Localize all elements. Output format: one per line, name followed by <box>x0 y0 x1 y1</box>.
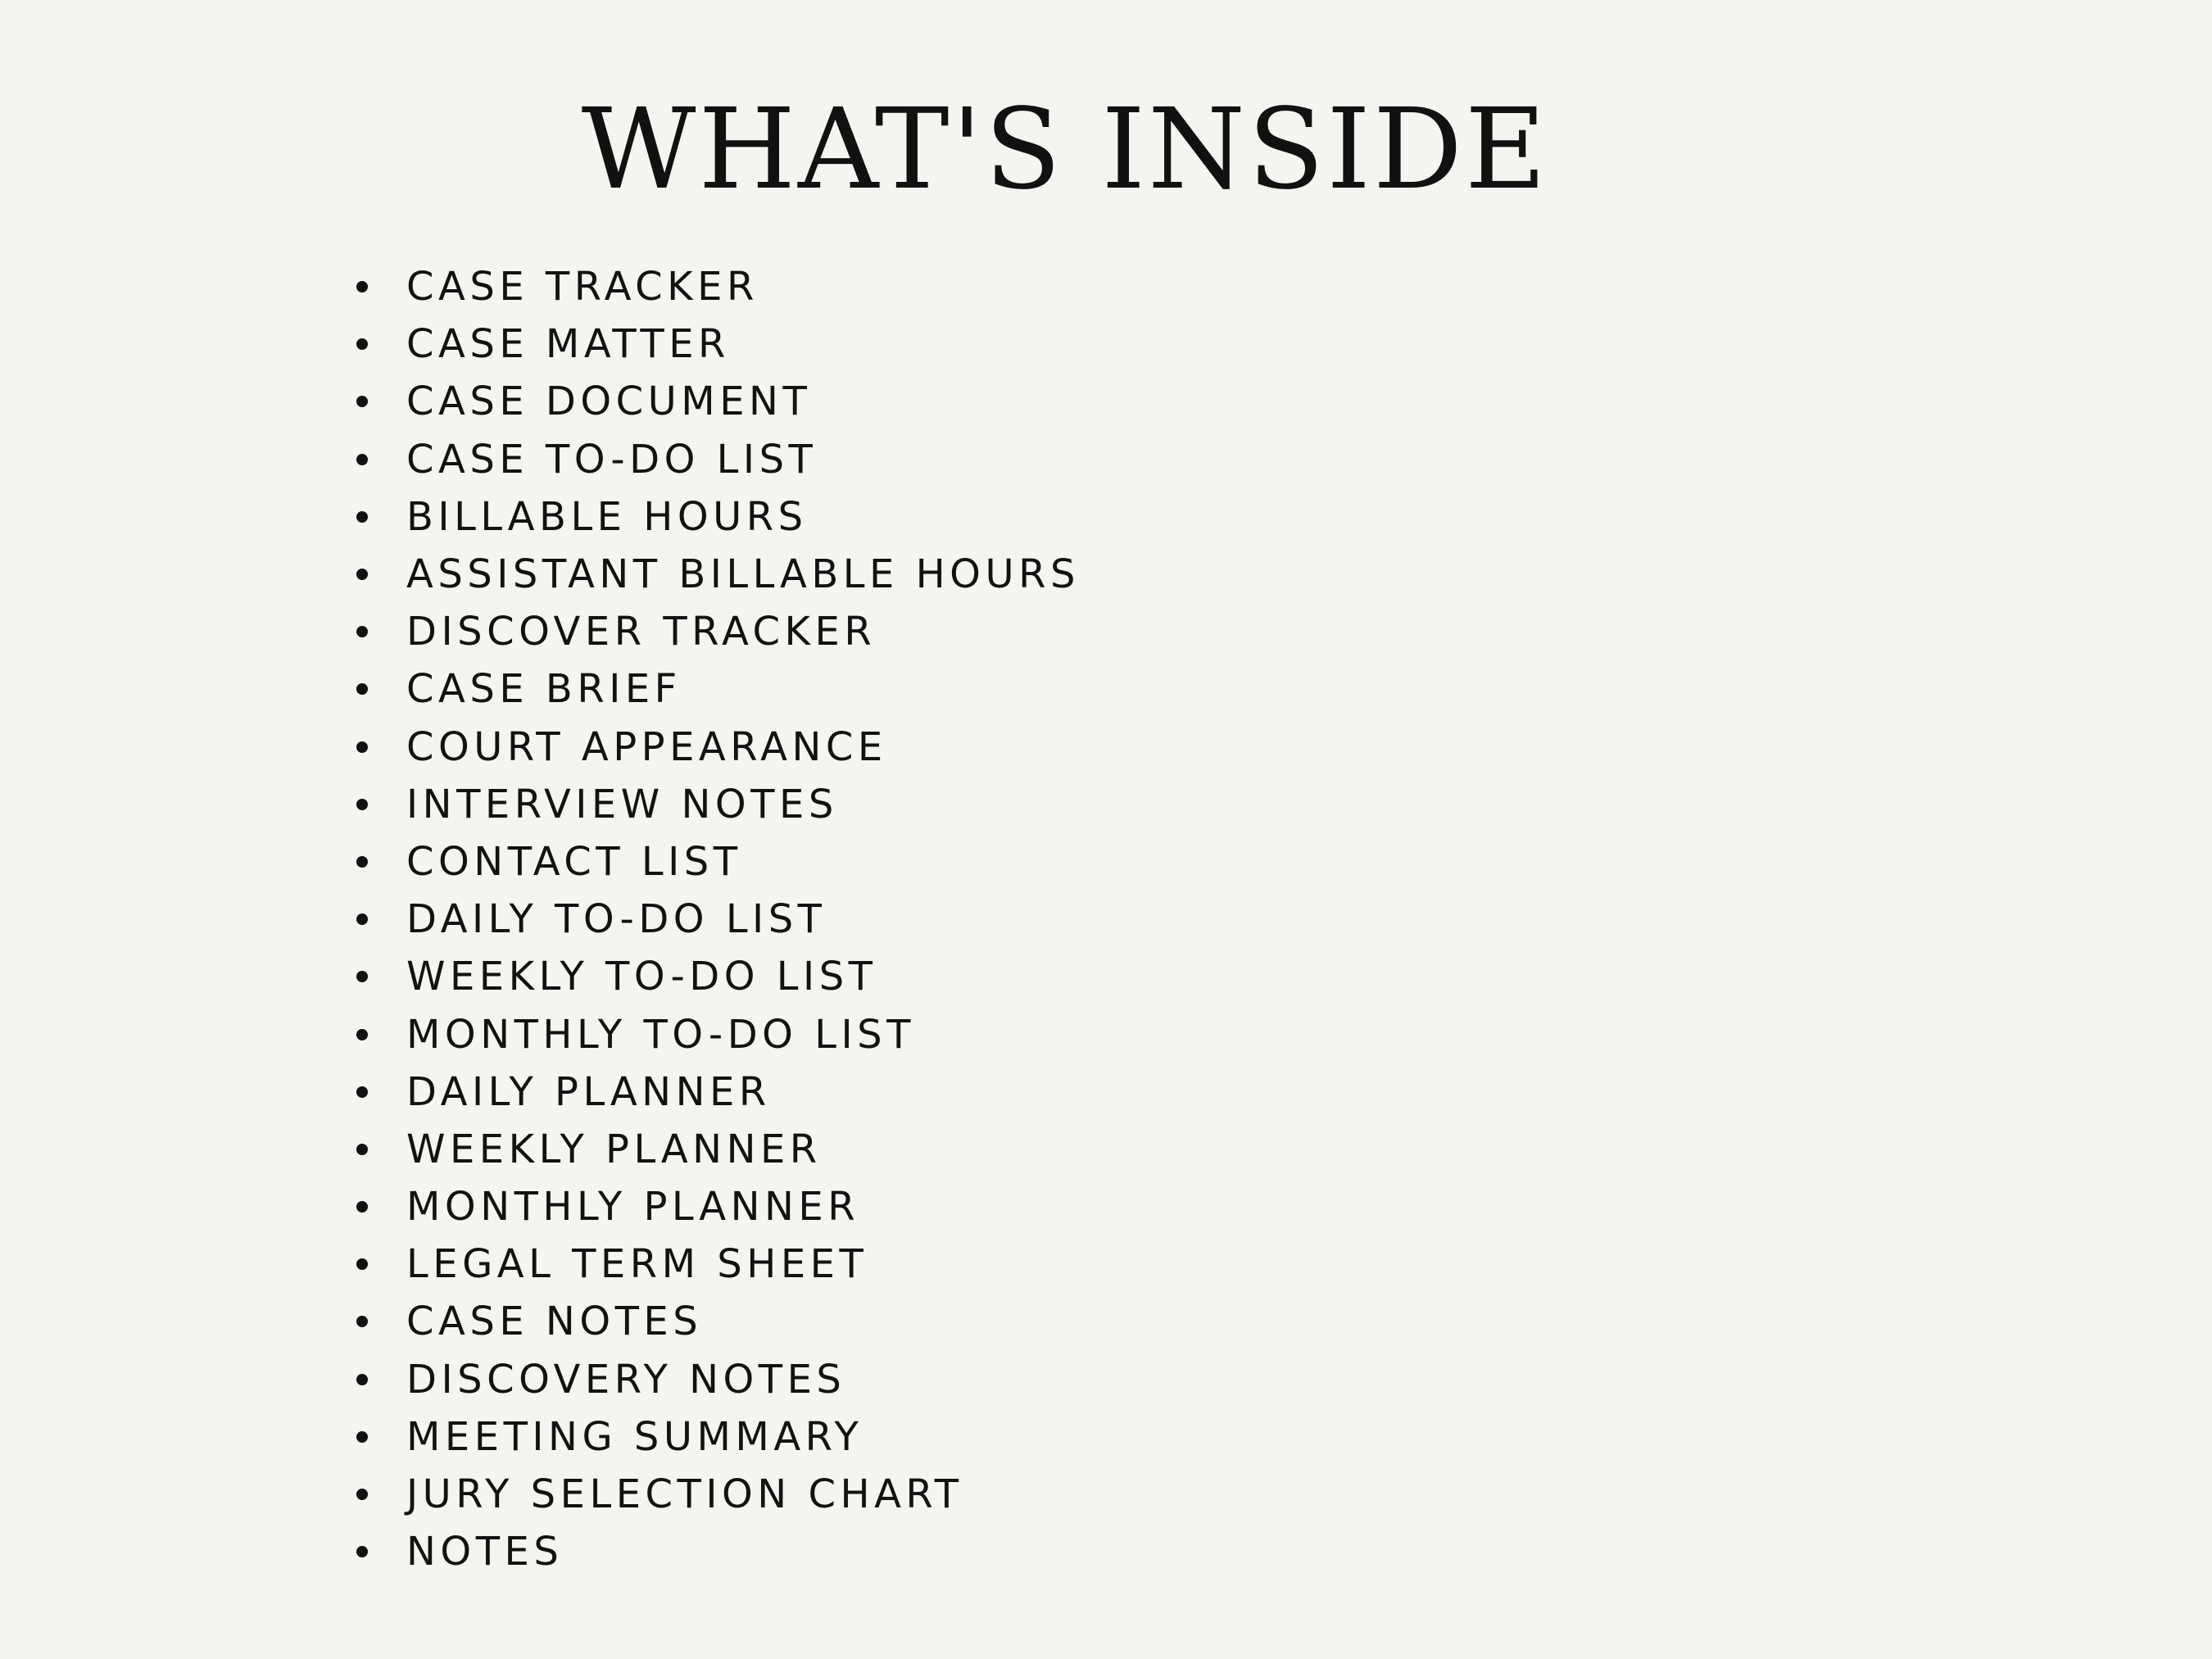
list-item <box>348 1121 1080 1178</box>
list-item <box>348 431 1080 488</box>
bullet-icon <box>356 683 368 695</box>
list-item-label: CASE MATTER <box>406 321 730 368</box>
list-item-label: DAILY TO-DO LIST <box>406 896 827 943</box>
list-item-label: MONTHLY TO-DO LIST <box>406 1011 915 1058</box>
bullet-icon <box>356 1029 368 1040</box>
list-item <box>348 1063 1080 1121</box>
list-item <box>348 718 1080 776</box>
list-item <box>348 315 1080 373</box>
bullet-icon <box>356 913 368 925</box>
list-item-label: WEEKLY PLANNER <box>406 1126 822 1172</box>
bullet-icon <box>356 1316 368 1327</box>
list-item-label: CASE BRIEF <box>406 666 682 713</box>
page-title: WHAT'S INSIDE <box>581 85 1549 215</box>
list-item <box>348 1408 1080 1466</box>
list-item <box>348 1005 1080 1063</box>
bullet-icon <box>356 741 368 753</box>
bullet-icon <box>356 971 368 982</box>
list-item <box>348 1235 1080 1293</box>
list-item <box>348 258 1080 315</box>
list-item-label: DAILY PLANNER <box>406 1068 771 1115</box>
bullet-icon <box>356 1201 368 1213</box>
list-item-label: DISCOVERY NOTES <box>406 1356 846 1403</box>
list-item-label: DISCOVER TRACKER <box>406 609 877 655</box>
contents-list <box>348 258 1080 1580</box>
list-item <box>348 1293 1080 1350</box>
list-item-label: INTERVIEW NOTES <box>406 781 838 827</box>
bullet-icon <box>356 1431 368 1443</box>
list-item-label: MONTHLY PLANNER <box>406 1184 860 1231</box>
list-item <box>348 1351 1080 1408</box>
bullet-icon <box>356 454 368 465</box>
list-item <box>348 1466 1080 1523</box>
bullet-icon <box>356 1258 368 1270</box>
bullet-icon <box>356 799 368 810</box>
bullet-icon <box>356 1374 368 1385</box>
list-item <box>348 948 1080 1005</box>
list-item <box>348 373 1080 430</box>
list-item <box>348 1523 1080 1580</box>
list-item <box>348 603 1080 660</box>
list-item <box>348 776 1080 833</box>
bullet-icon <box>356 281 368 292</box>
bullet-icon <box>356 338 368 350</box>
list-item-label: ASSISTANT BILLABLE HOURS <box>406 551 1080 598</box>
list-item <box>348 546 1080 603</box>
list-item-label: CASE DOCUMENT <box>406 378 812 425</box>
list-item <box>348 660 1080 718</box>
list-item-label: WEEKLY TO-DO LIST <box>406 954 877 1000</box>
list-item-label: CASE TO-DO LIST <box>406 436 818 483</box>
bullet-icon <box>356 569 368 580</box>
list-item <box>348 488 1080 546</box>
bullet-icon <box>356 856 368 868</box>
list-item-label: CASE TRACKER <box>406 264 759 310</box>
bullet-icon <box>356 1086 368 1098</box>
list-item <box>348 1178 1080 1235</box>
list-item-label: CASE NOTES <box>406 1299 703 1345</box>
bullet-icon <box>356 511 368 523</box>
list-item <box>348 833 1080 891</box>
list-item <box>348 891 1080 948</box>
bullet-icon <box>356 1489 368 1500</box>
bullet-icon <box>356 396 368 407</box>
bullet-icon <box>356 1546 368 1557</box>
list-item-label: BILLABLE HOURS <box>406 493 808 540</box>
list-item-label: JURY SELECTION CHART <box>406 1471 963 1518</box>
list-item-label: CONTACT LIST <box>406 838 742 885</box>
list-item-label: NOTES <box>406 1529 564 1575</box>
list-item-label: MEETING SUMMARY <box>406 1413 863 1460</box>
bullet-icon <box>356 1144 368 1155</box>
bullet-icon <box>356 626 368 637</box>
list-item-label: LEGAL TERM SHEET <box>406 1241 868 1288</box>
list-item-label: COURT APPEARANCE <box>406 723 887 770</box>
